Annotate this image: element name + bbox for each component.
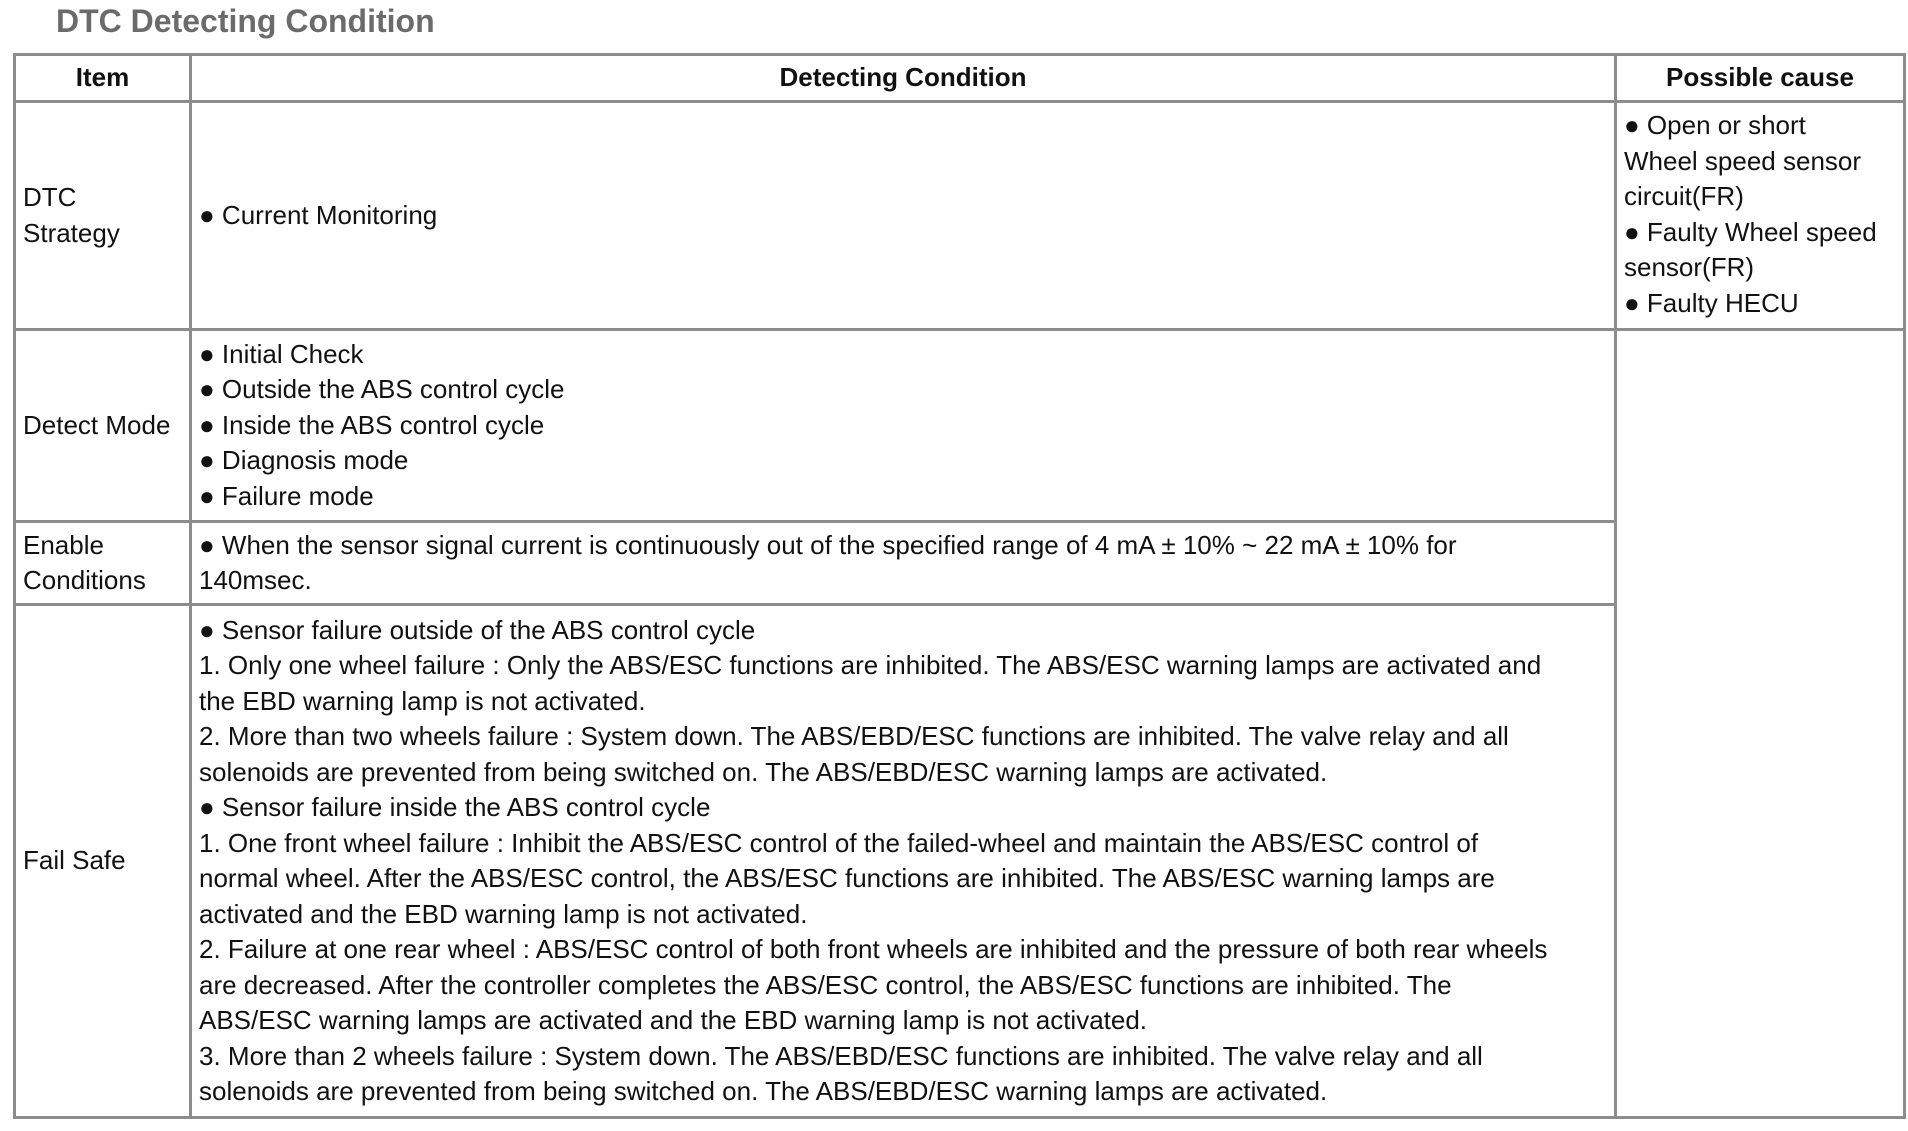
condition-line: ● Outside the ABS control cycle: [199, 374, 565, 405]
fail-safe-line: ABS/ESC warning lamps are activated and the EBD warning lamp is not activated.: [199, 1005, 1148, 1035]
cause-line: ● Open or short: [1624, 110, 1806, 140]
cause-line: circuit(FR): [1624, 181, 1744, 211]
item-cell-fail-safe: [15, 605, 191, 1118]
item-cell-detect-mode: [15, 330, 191, 522]
fail-safe-line: 2. Failure at one rear wheel : ABS/ESC control of both front wheels are inhibited and the pressure of both rear wheels: [199, 934, 1548, 964]
condition-line: ● Inside the ABS control cycle: [199, 409, 545, 440]
cause-line: ● Faulty Wheel speed: [1624, 216, 1877, 247]
cause-line: ● Faulty HECU: [1624, 287, 1799, 318]
fail-safe-line: are decreased. After the controller completes the ABS/ESC control, the ABS/ESC functions are inhibited. The: [199, 969, 1452, 1000]
fail-safe-line: solenoids are prevented from being switched on. The ABS/EBD/ESC warning lamps are activated.: [199, 1076, 1328, 1106]
fail-safe-line: normal wheel. After the ABS/ESC control, the ABS/ESC functions are inhibited. The ABS/ESC warning lamps are: [199, 863, 1495, 893]
cause-line: Wheel speed sensor: [1624, 145, 1862, 176]
item-label-line: Detect Mode: [23, 409, 171, 440]
dtc-table: [13, 53, 1906, 1119]
fail-safe-line: 2. More than two wheels failure : System down. The ABS/EBD/ESC functions are inhibited. The valve relay and all: [199, 721, 1509, 751]
table-row-dtc-strategy: [15, 102, 1905, 330]
fail-safe-line: ● Sensor failure outside of the ABS control cycle: [199, 614, 756, 645]
condition-line: 140msec.: [199, 565, 312, 595]
condition-cell-enable-conditions: [191, 522, 1616, 605]
fail-safe-line: 3. More than 2 wheels failure : System down. The ABS/EBD/ESC functions are inhibited. The valve relay and all: [199, 1040, 1483, 1071]
fail-safe-line: solenoids are prevented from being switched on. The ABS/EBD/ESC warning lamps are activated.: [199, 756, 1328, 787]
table-header-row: [15, 55, 1905, 102]
condition-cell-dtc-strategy: [191, 102, 1616, 330]
item-label-line: DTC: [23, 182, 77, 212]
item-label-line: Conditions: [23, 565, 146, 595]
condition-line: ● Diagnosis mode: [199, 445, 409, 476]
condition-line: ● When the sensor signal current is continuously out of the specified range of 4 mA ± 10% ~ 22 mA ± 10% for: [199, 529, 1457, 560]
fail-safe-line: ● Sensor failure inside the ABS control cycle: [199, 792, 711, 822]
page-title: DTC Detecting Condition: [56, 3, 435, 39]
condition-line: ● Failure mode: [199, 480, 374, 511]
table-row-detect-mode: [15, 330, 1905, 522]
item-label-line: Enable: [23, 529, 104, 560]
fail-safe-line: 1. One front wheel failure : Inhibit the ABS/ESC control of the failed-wheel and maintain the ABS/ESC control of: [199, 827, 1479, 858]
item-label-line: Strategy: [23, 217, 120, 248]
item-cell-dtc-strategy: [15, 102, 191, 330]
fail-safe-line: activated and the EBD warning lamp is not activated.: [199, 898, 808, 929]
header-possible-cause: Possible cause: [1616, 55, 1905, 102]
fail-safe-line: the EBD warning lamp is not activated.: [199, 685, 646, 716]
cause-line: sensor(FR): [1624, 252, 1755, 282]
header-item: Item: [15, 55, 191, 102]
possible-cause-cell: [1616, 102, 1905, 330]
possible-cause-empty-cell: [1616, 330, 1905, 1118]
condition-line: ● Initial Check: [199, 338, 364, 369]
condition-text: ● Current Monitoring: [199, 199, 438, 230]
fail-safe-line: 1. Only one wheel failure : Only the ABS/ESC functions are inhibited. The ABS/ESC warning lamps are activated and: [199, 650, 1542, 680]
header-detecting-condition: Detecting Condition: [191, 55, 1616, 102]
condition-cell-fail-safe: [191, 605, 1616, 1118]
item-cell-enable-conditions: [15, 522, 191, 605]
item-label-line: Fail Safe: [23, 845, 126, 876]
condition-cell-detect-mode: [191, 330, 1616, 522]
